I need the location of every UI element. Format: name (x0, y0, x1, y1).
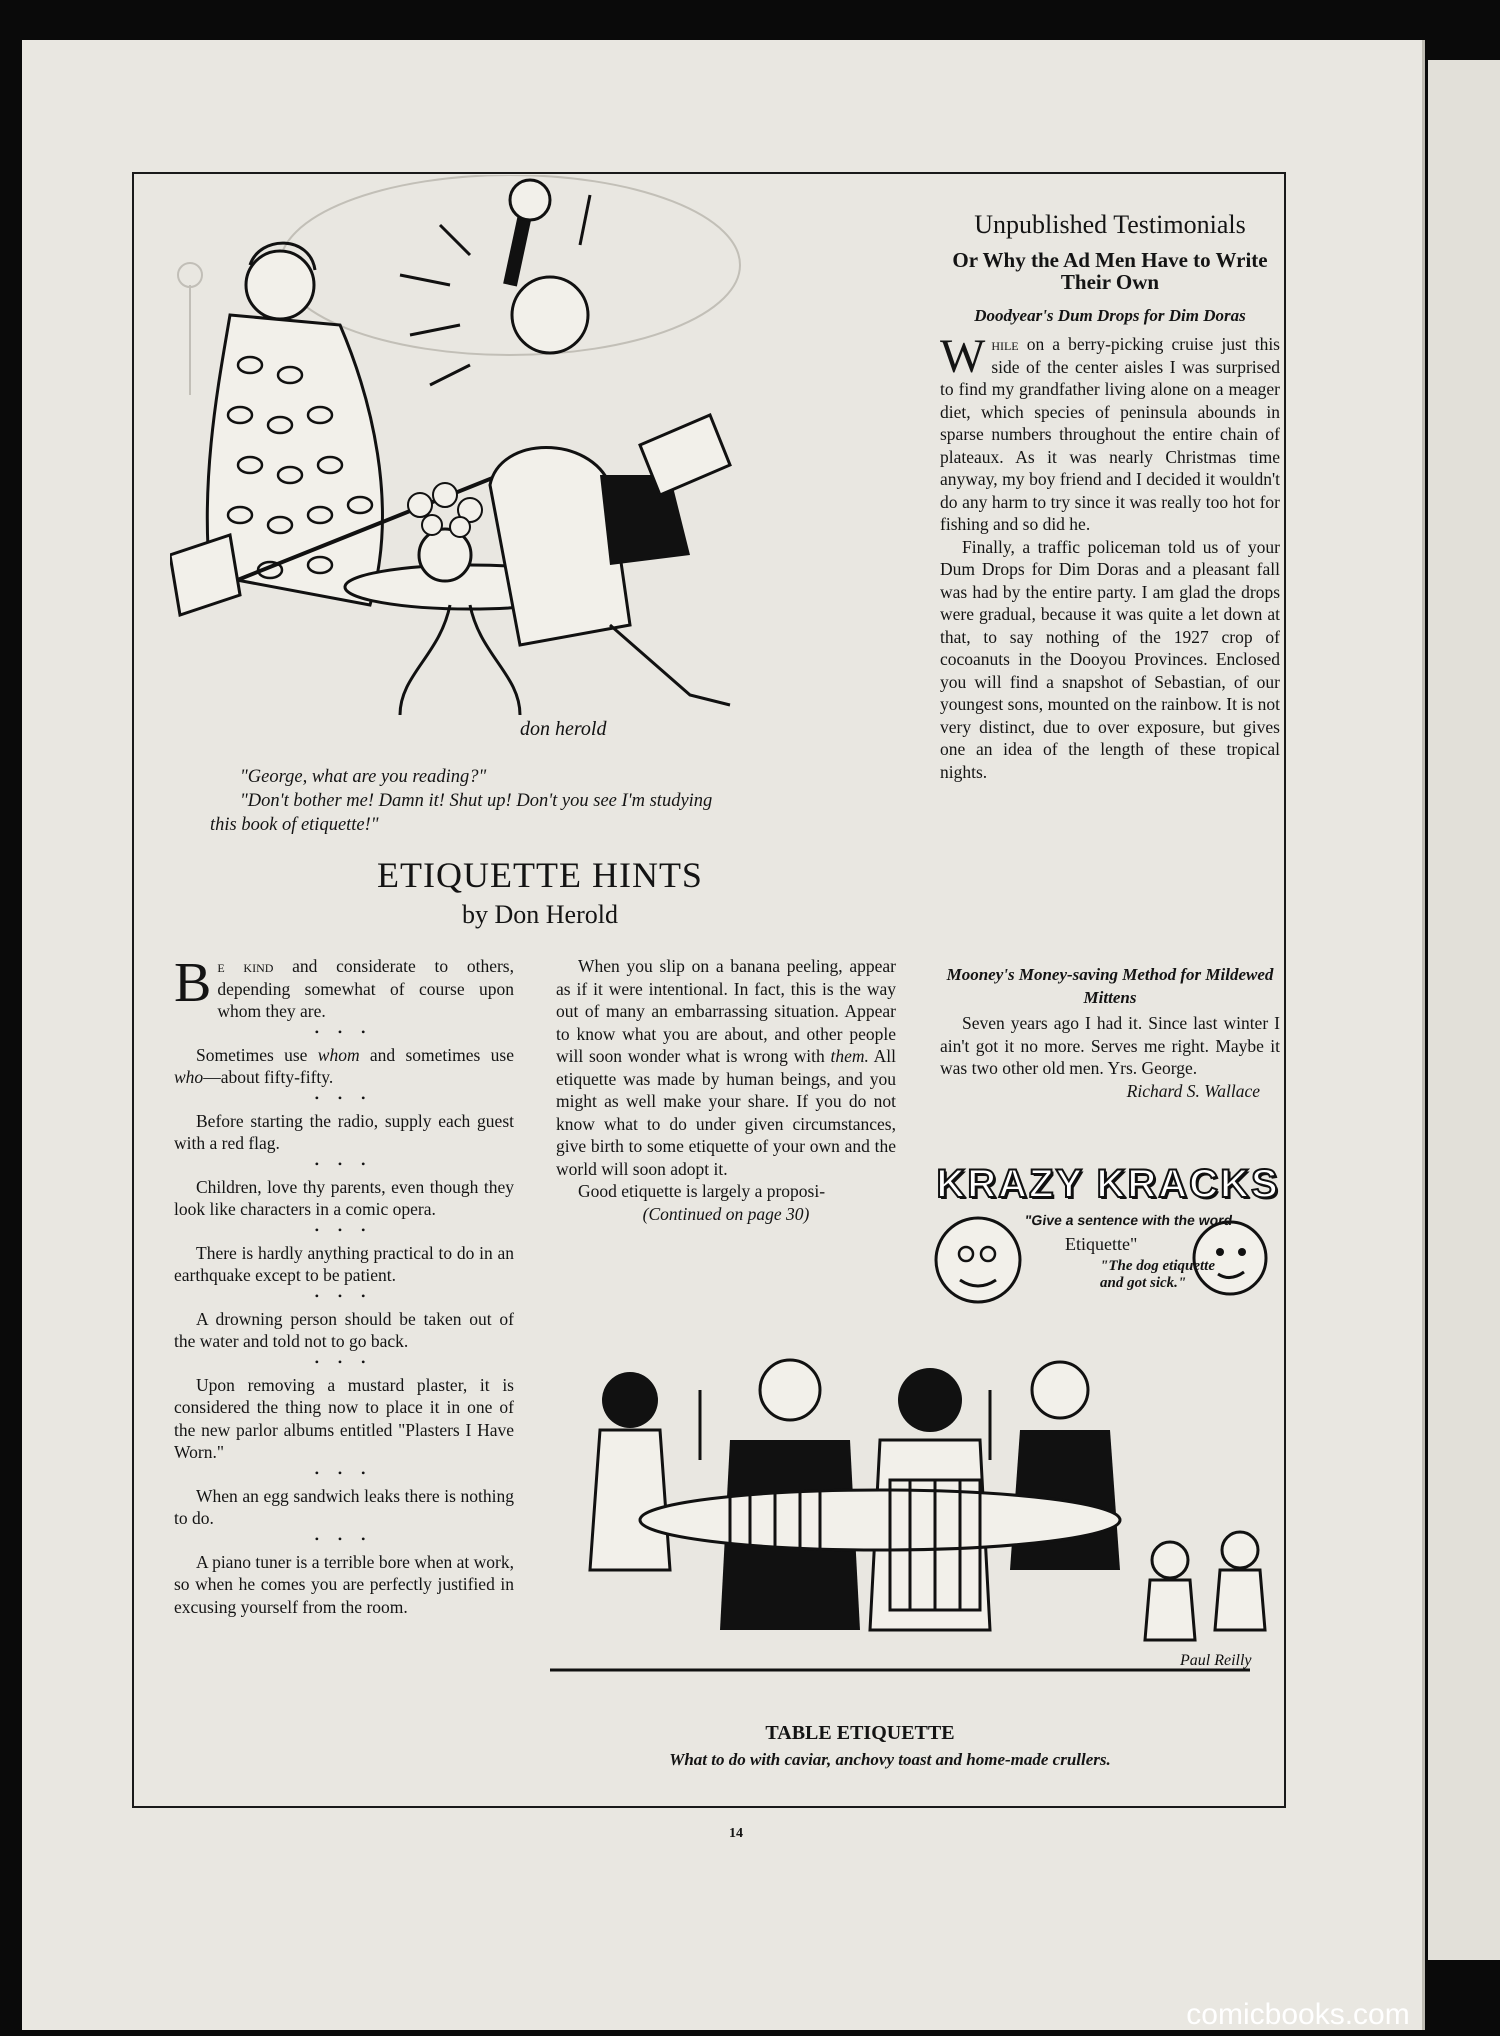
caption-line-3: this book of etiquette!" (210, 815, 379, 835)
next-page-edge (1428, 60, 1500, 1960)
cartoon-signature: don herold (520, 718, 607, 740)
testimonial-2-body (940, 1012, 1280, 1102)
separator-stars: • • • (314, 1156, 374, 1171)
separator-stars: • • • (314, 1288, 374, 1303)
site-watermark: comicbooks.com (1186, 1998, 1410, 2031)
article-title: ETIQUETTE HINTS (377, 855, 703, 895)
testimonial-1-paragraph-1: While on a berry-picking cruise just this side of the center aisles I was surprised to find my grandfather living alone on a meager diet, which species of peninsula abounds in sparse numbers throughout the entire chain of plateaux. As it was nearly Christmas time anyway, my boy friend and I decided it wouldn't do any harm to try since it was really too hot for fishing and so did he. (940, 330, 1280, 534)
hint-7: Upon removing a mustard plaster, it is considered the thing now to place it in one of the new parlor albums entitled "Plasters I Have Worn." (174, 1374, 514, 1462)
krazy-kracks-panel (930, 1162, 1286, 1314)
table-etiquette-illustration (550, 1330, 1280, 1720)
testimonial-2-paragraph: Seven years ago I had it. Since last winter I ain't got it no more. Serves me right. Maybe it was two other old men. Yrs. George. (940, 1013, 1280, 1078)
hint-2: Sometimes use whom and sometimes use who—about fifty-fifty. (174, 1044, 515, 1087)
table-cartoon-caption: What to do with caviar, anchovy toast and home-made crullers. (669, 1750, 1111, 1769)
separator-stars: • • • (314, 1531, 374, 1546)
testimonial-1-body (940, 330, 1280, 783)
separator-stars: • • • (314, 1354, 374, 1369)
testimonial-2-title: Mooney's Money-saving Method for Mildewed Mittens (946, 965, 1274, 1007)
hint-5: There is hardly anything practical to do in an earthquake except to be patient. (174, 1242, 514, 1285)
hint-6: A drowning person should be taken out of the water and told not to go back. (174, 1308, 514, 1351)
banana-paragraph: When you slip on a banana peeling, appear as if it were intentional. In fact, this is the way out of many an embarrassing situation. Appear to know what you are about, and other people will soon wonder what is wrong with them. All etiquette was made by human beings, and you might as well make your share. If you do not know what to do under given circumstances, give birth to some etiquette of your own and the world will soon adopt it. (556, 956, 896, 1179)
caption-line-1: "George, what are you reading?" (240, 767, 487, 787)
etiquette-cartoon-illustration (170, 175, 760, 760)
drop-cap: B (174, 952, 212, 1014)
page-number: 14 (729, 1826, 743, 1841)
krazy-prompt: "Give a sentence with the word (1023, 1212, 1234, 1228)
article-byline: by Don Herold (462, 900, 618, 929)
good-etiquette-paragraph: Good etiquette is largely a proposi- (578, 1181, 826, 1201)
hint-1: Be kind and considerate to others, depending somewhat of course upon whom they are. (174, 952, 514, 1021)
krazy-kracks-title: KRAZY KRACKS (936, 1162, 1280, 1206)
hint-4: Children, love thy parents, even though they look like characters in a comic opera. (174, 1176, 514, 1219)
hint-8: When an egg sandwich leaks there is nothing to do. (174, 1485, 514, 1528)
drop-cap: W (940, 330, 986, 383)
testimonials-subheading: Or Why the Ad Men Have to Write Their Own (952, 248, 1268, 294)
testimonial-1-title: Doodyear's Dum Drops for Dim Doras (974, 306, 1246, 325)
separator-stars: • • • (314, 1090, 374, 1105)
testimonial-2-signature: Richard S. Wallace (1126, 1080, 1260, 1101)
table-cartoon-title: TABLE ETIQUETTE (765, 1722, 955, 1744)
krazy-word: Etiquette" (1065, 1234, 1138, 1254)
cartoon-caption (210, 765, 910, 837)
hint-9: A piano tuner is a terrible bore when at work, so when he comes you are perfectly justified in excusing yourself from the room. (174, 1551, 514, 1617)
hint-3: Before starting the radio, supply each guest with a red flag. (174, 1110, 514, 1153)
testimonial-1-paragraph-2: Finally, a traffic policeman told us of your Dum Drops for Dim Doras and a pleasant fall was had by the entire party. I am glad the drops were gradual, because it was quite a let down at that, to say nothing of the 1927 crop of cocoanuts in the Dooyou Provinces. Enclosed you will find a snapshot of Sebastian, of our youngest sons, mounted on the rainbow. It is not very distinct, due to over exposure, but gives one an idea of the length of these tropical nights. (940, 536, 1280, 782)
caption-line-2: "Don't bother me! Damn it! Shut up! Don't you see I'm studying (240, 791, 713, 811)
separator-stars: • • • (314, 1024, 374, 1039)
continued-note: (Continued on page 30) (642, 1203, 810, 1224)
hints-column-1 (174, 952, 515, 1618)
hints-column-2 (556, 955, 896, 1225)
separator-stars: • • • (314, 1465, 374, 1480)
krazy-answer: "The dog etiquette and got sick." (1100, 1258, 1215, 1291)
separator-stars: • • • (314, 1222, 374, 1237)
testimonials-heading: Unpublished Testimonials (974, 210, 1246, 239)
table-cartoon-signature: Paul Reilly (1180, 1652, 1252, 1669)
